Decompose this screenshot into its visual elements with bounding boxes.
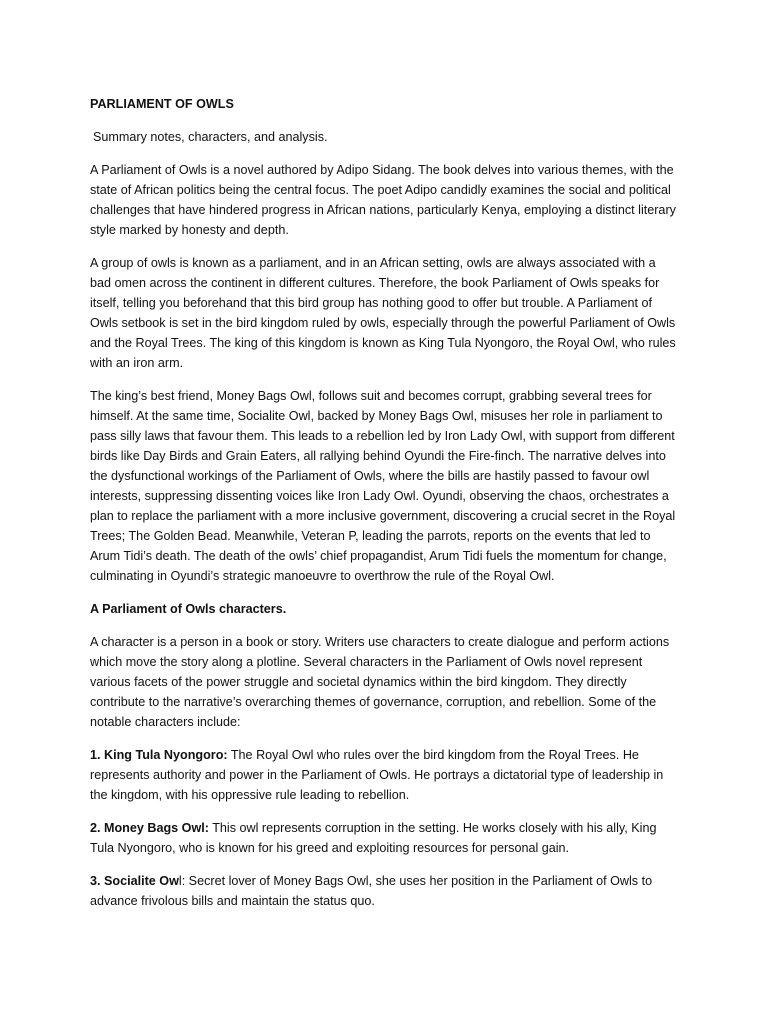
character-description: This owl represents corruption in the setting. He works closely with his ally, King Tula Nyongoro, who is known for his greed and exploiting resources for personal gain. [90,821,657,855]
character-entry-socialite [90,871,680,911]
paragraph-plot-summary: The king’s best friend, Money Bags Owl, follows suit and becomes corrupt, grabbing several trees for himself. At the same time, Socialite Owl, backed by Money Bags Owl, misuses her role in parliament to pass silly laws that favour them. This leads to a rebellion led by Iron Lady Owl, with support from different birds like Day Birds and Grain Eaters, all rallying behind Oyundi the Fire-finch. The narrative delves into the dysfunctional workings of the Parliament of Owls, where the bills are hastily passed to favour owl interests, suppressing dissenting voices like Iron Lady Owl. Oyundi, observing the chaos, orchestrates a plan to replace the parliament with a more inclusive government, discovering a crucial secret in the Royal Trees; The Golden Bead. Meanwhile, Veteran P, leading the parrots, reports on the events that led to Arum Tidi’s death. The death of the owls’ chief propagandist, Arum Tidi fuels the momentum for change, culminating in Oyundi’s strategic manoeuvre to overthrow the rule of the Royal Owl. [90,389,676,583]
character-description: The Royal Owl who rules over the bird kingdom from the Royal Trees. He represents authority and power in the Parliament of Owls. He portrays a dictatorial type of leadership in the kingdom, with his oppressive rule leading to rebellion. [90,748,664,802]
document-title: PARLIAMENT OF OWLS [90,97,234,111]
character-entry-money-bags [90,818,680,858]
characters-intro: A character is a person in a book or story. Writers use characters to create dialogue and perform actions which move the story along a plotline. Several characters in the Parliament of Owls novel represent various facets of the power struggle and societal dynamics within the bird kingdom. They directly contribute to the narrative’s overarching themes of governance, corruption, and rebellion. Some of the notable characters include: [90,635,670,729]
character-name: 2. Money Bags Owl: [90,821,209,835]
document-subtitle: Summary notes, characters, and analysis. [93,130,328,144]
paragraph-owls-group: A group of owls is known as a parliament, and in an African setting, owls are always associated with a bad omen across the continent in different cultures. Therefore, the book Parliament of Owls speaks for itself, telling you beforehand that this bird group has nothing good to offer but trouble. A Parliament of Owls setbook is set in the bird kingdom ruled by owls, especially through the powerful Parliament of Owls and the Royal Trees. The king of this kingdom is known as King Tula Nyongoro, the Royal Owl, who rules with an iron arm. [90,256,676,370]
character-description: l: Secret lover of Money Bags Owl, she uses her position in the Parliament of Owls to advance frivolous bills and maintain the status quo. [90,874,653,908]
document-page [90,94,680,924]
character-name: 3. Socialite Ow [90,874,179,888]
paragraph-intro: A Parliament of Owls is a novel authored by Adipo Sidang. The book delves into various themes, with the state of African politics being the central focus. The poet Adipo candidly examines the social and political challenges that have hindered progress in African nations, particularly Kenya, employing a distinct literary style marked by honesty and depth. [90,163,676,237]
character-name: 1. King Tula Nyongoro: [90,748,228,762]
characters-heading: A Parliament of Owls characters. [90,602,287,616]
character-entry-king [90,745,680,805]
